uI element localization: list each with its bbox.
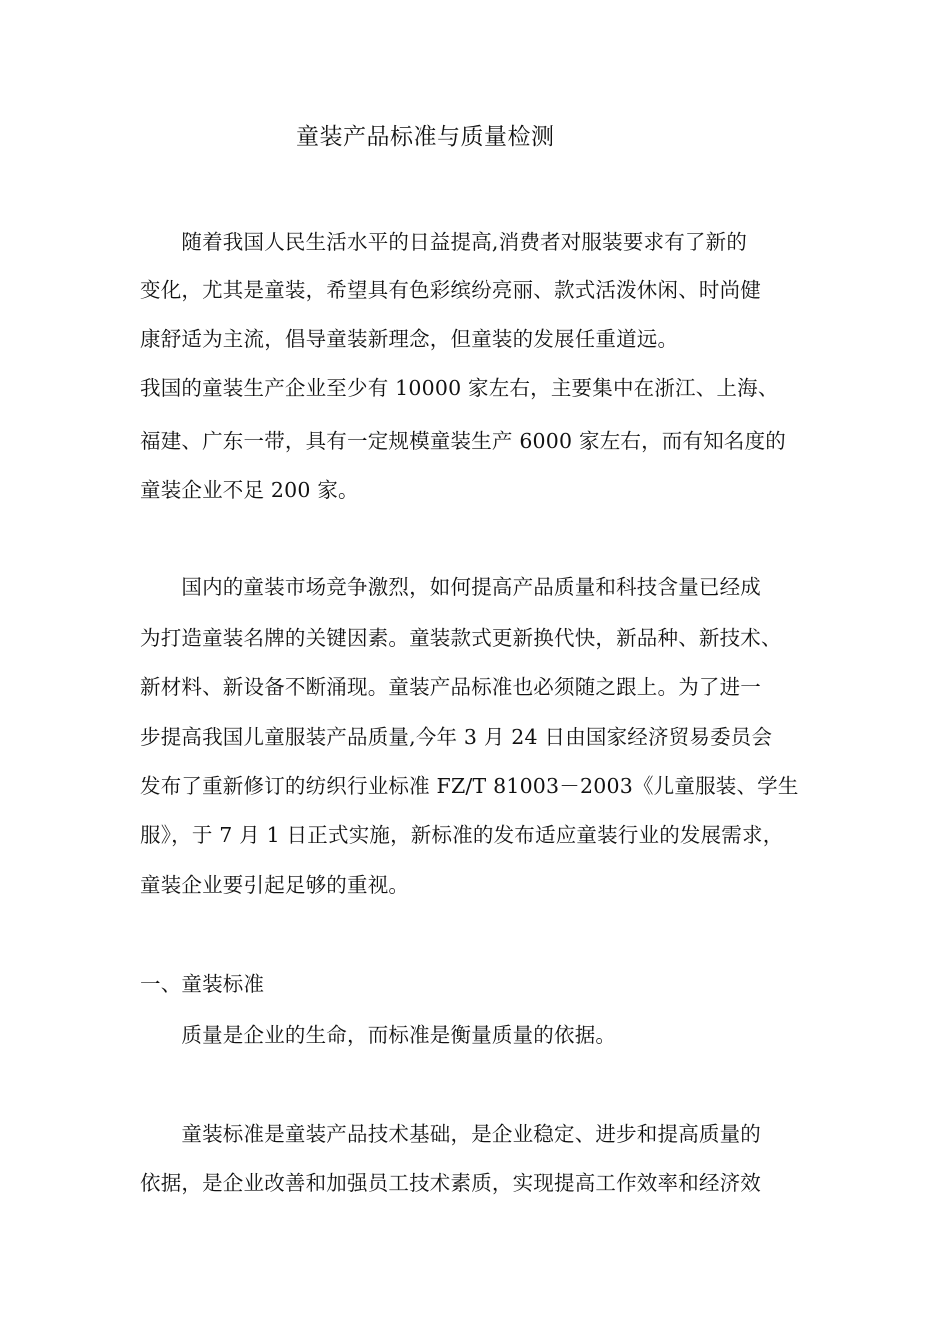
paragraph-line: 童装标准是童装产品技术基础，是企业稳定、进步和提高质量的 [140, 1122, 761, 1146]
paragraph-line: 变化，尤其是童装，希望具有色彩缤纷亮丽、款式活泼休闲、时尚健 [140, 278, 761, 302]
paragraph-line: 步提高我国儿童服装产品质量,今年 3 月 24 日由国家经济贸易委员会 [140, 725, 773, 749]
paragraph-line: 康舒适为主流，倡导童装新理念，但童装的发展任重道远。 [140, 327, 679, 351]
paragraph-line: 发布了重新修订的纺织行业标准 FZ/T 81003－2003《儿童服装、学生 [140, 774, 799, 798]
paragraph-line: 国内的童装市场竞争激烈，如何提高产品质量和科技含量已经成 [140, 575, 761, 599]
paragraph-line: 为打造童装名牌的关键因素。童装款式更新换代快，新品种、新技术、 [140, 626, 782, 650]
paragraph-line: 依据，是企业改善和加强员工技术素质，实现提高工作效率和经济效 [140, 1171, 761, 1195]
section-heading: 一、童装标准 [140, 972, 265, 996]
paragraph-line: 童装企业不足 200 家。 [140, 478, 359, 502]
paragraph-line: 服》，于 7 月 1 日正式实施，新标准的发布适应童装行业的发展需求， [140, 823, 784, 847]
document-title: 童装产品标准与质量检测 [296, 124, 555, 150]
paragraph-line: 新材料、新设备不断涌现。童装产品标准也必须随之跟上。为了进一 [140, 675, 761, 699]
paragraph-line: 童装企业要引起足够的重视。 [140, 873, 410, 897]
paragraph-line: 福建、广东一带，具有一定规模童装生产 6000 家左右，而有知名度的 [140, 429, 787, 453]
paragraph-line: 我国的童装生产企业至少有 10000 家左右，主要集中在浙江、上海、 [140, 376, 779, 400]
paragraph-line: 随着我国人民生活水平的日益提高,消费者对服装要求有了新的 [140, 230, 748, 254]
paragraph-line: 质量是企业的生命，而标准是衡量质量的依据。 [140, 1023, 617, 1047]
